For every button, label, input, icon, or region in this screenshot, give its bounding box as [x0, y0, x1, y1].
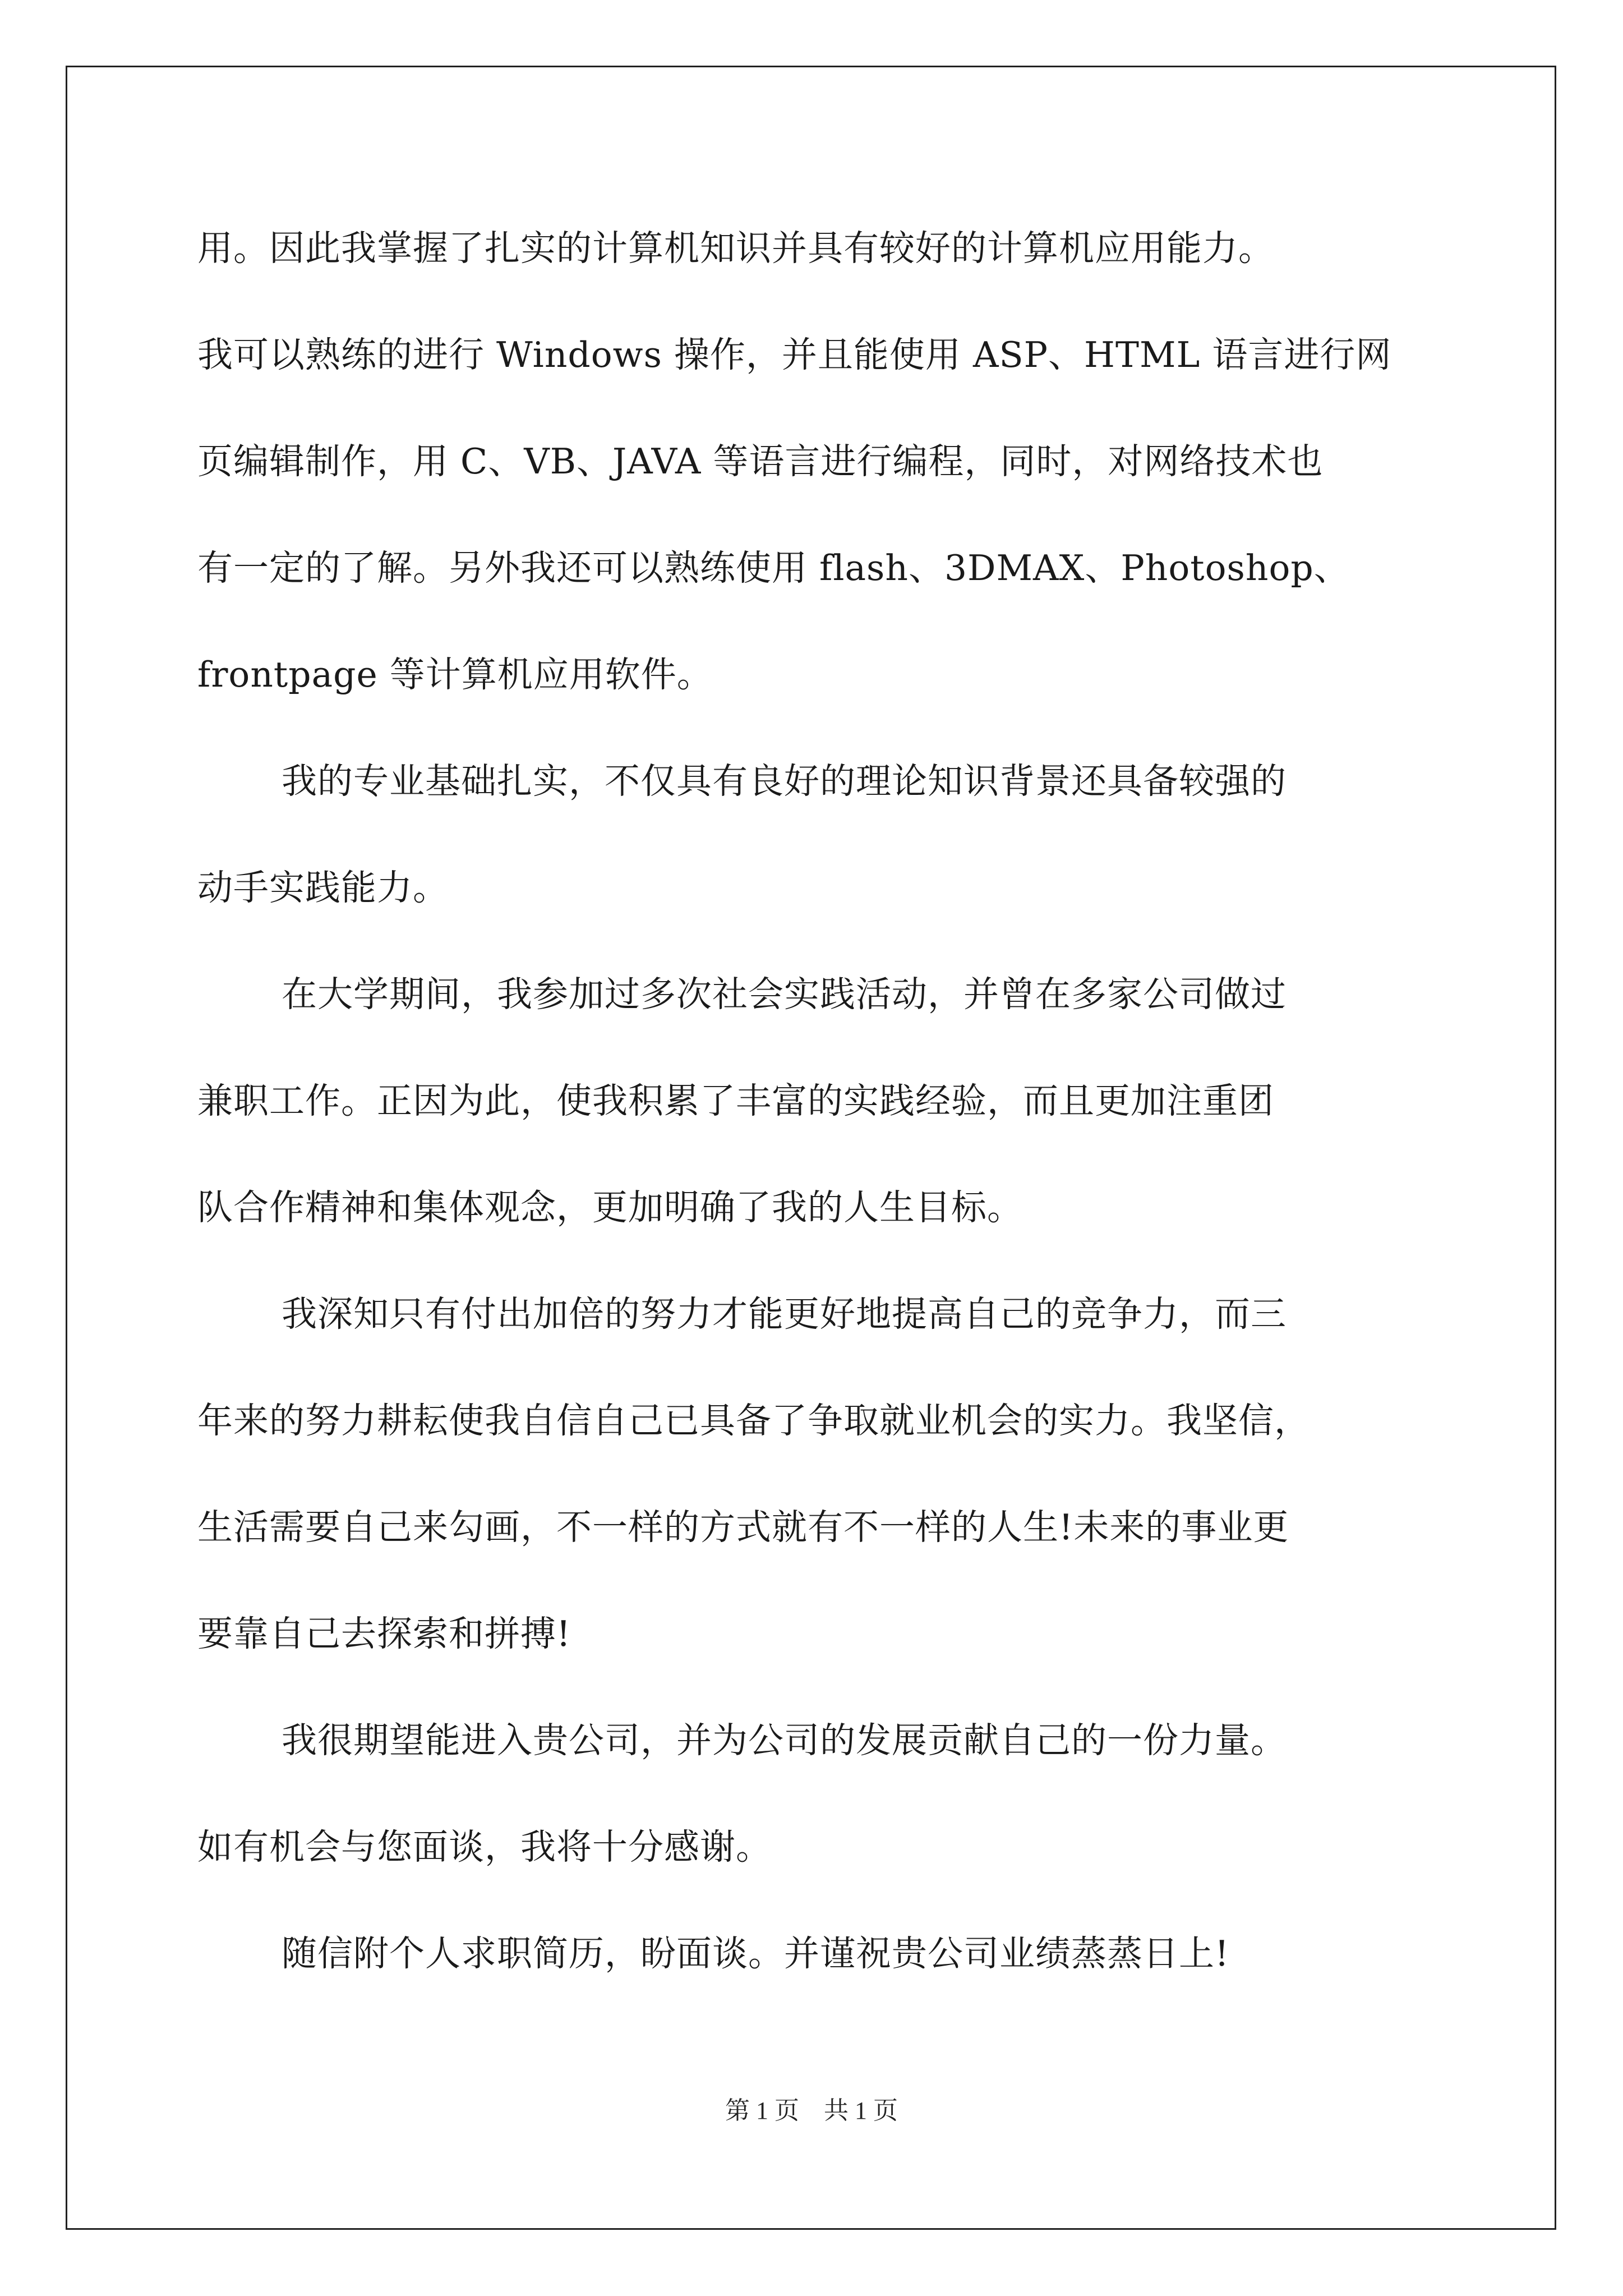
text-line: 生活需要自己来勾画，不一样的方式就有不一样的人生!未来的事业更 — [197, 1507, 1289, 1548]
text-line: 要靠自己去探索和拼搏! — [197, 1613, 571, 1654]
text-line: 我可以熟练的进行 Windows 操作，并且能使用 ASP、HTML 语言进行网 — [197, 334, 1392, 375]
text-line: 动手实践能力。 — [197, 867, 449, 908]
text-line: 队合作精神和集体观念，更加明确了我的人生目标。 — [197, 1187, 1023, 1228]
page-total: 共 1 页 — [824, 2097, 898, 2124]
page-footer — [0, 2094, 1623, 2128]
text-line: 页编辑制作，用 C、VB、JAVA 等语言进行编程，同时，对网络技术也 — [197, 441, 1324, 482]
text-line: 我很期望能进入贵公司，并为公司的发展贡献自己的一份力量。 — [282, 1720, 1287, 1761]
page-border — [66, 66, 1556, 2230]
text-line: frontpage 等计算机应用软件。 — [197, 654, 713, 695]
text-line: 随信附个人求职简历，盼面谈。并谨祝贵公司业绩蒸蒸日上! — [282, 1933, 1230, 1974]
text-line: 有一定的了解。另外我还可以熟练使用 flash、3DMAX、Photoshop、 — [197, 547, 1350, 588]
text-line: 用。因此我掌握了扎实的计算机知识并具有较好的计算机应用能力。 — [197, 228, 1274, 269]
text-line: 我的专业基础扎实，不仅具有良好的理论知识背景还具备较强的 — [282, 761, 1287, 802]
text-line: 在大学期间，我参加过多次社会实践活动，并曾在多家公司做过 — [282, 974, 1287, 1015]
text-line: 年来的努力耕耘使我自信自己已具备了争取就业机会的实力。我坚信， — [197, 1400, 1310, 1441]
text-line: 如有机会与您面谈，我将十分感谢。 — [197, 1826, 772, 1867]
text-line: 兼职工作。正因为此，使我积累了丰富的实践经验，而且更加注重团 — [197, 1080, 1274, 1121]
page-number: 第 1 页 — [725, 2097, 799, 2124]
text-line: 我深知只有付出加倍的努力才能更好地提高自己的竞争力，而三 — [282, 1294, 1287, 1335]
